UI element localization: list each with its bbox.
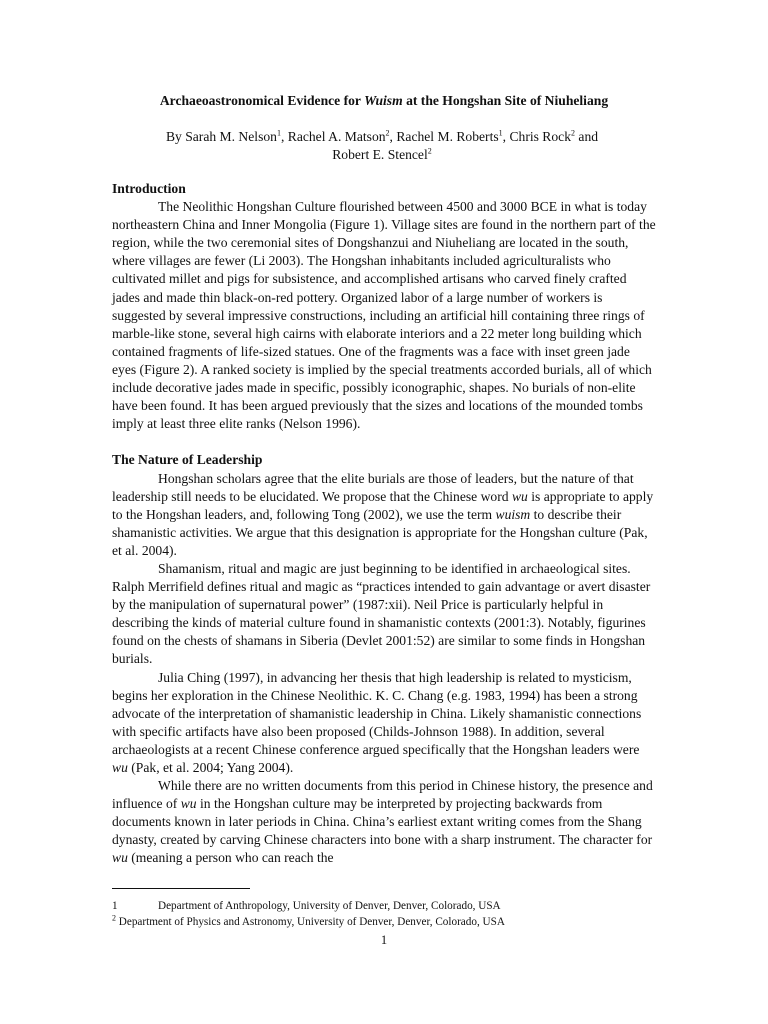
paper-title [0, 92, 768, 110]
body-paragraph: While there are no written documents from this period in Chinese history, the presence and influence of wu in the Hongshan culture may be interpreted by projecting backwards from documents known in later periods in China. China’s earliest extant writing comes from the Shang dynasty, created by carving Chinese characters into bone with a sharp instrument. The character for wu (meaning a person who can reach the [112, 778, 653, 866]
footnote-mark: 1 [112, 900, 118, 912]
section-gap [112, 433, 657, 451]
author-separator: , [389, 129, 397, 144]
author-name: Rachel A. Matson [287, 129, 386, 144]
author-name: Sarah M. Nelson [185, 129, 277, 144]
author-affiliation-mark: 2 [427, 146, 432, 156]
footnote [112, 898, 672, 914]
author-affiliation-mark: 2 [571, 128, 576, 138]
footnotes [112, 898, 672, 930]
author-line [112, 128, 652, 164]
author-name: Robert E. Stencel [332, 147, 428, 162]
body-paragraph: Hongshan scholars agree that the elite burials are those of leaders, but the nature of that leadership still needs to be elucidated. We propose that the Chinese word wu is appropriate to apply to the Hongshan leaders, and, following Tong (2002), we use the term wuism to describe their shamanistic activities. We argue that this designation is appropriate for the Hongshan culture (Pak, et al. 2004). [112, 470, 654, 558]
author-separator: , [280, 129, 288, 144]
title-italic-word: Wuism [364, 93, 403, 108]
author-affiliation-mark: 1 [498, 128, 503, 138]
page-number: 1 [380, 933, 388, 947]
author-separator: and [575, 129, 599, 144]
section-heading-introduction: Introduction [112, 181, 186, 196]
paper-body [112, 180, 657, 868]
section-heading-leadership: The Nature of Leadership [112, 452, 263, 468]
title-suffix: at the Hongshan Site of Niuheliang [402, 93, 609, 108]
author-separator: , [502, 129, 510, 144]
title-prefix: Archaeoastronomical Evidence for [159, 93, 365, 108]
footnote-divider [112, 888, 250, 889]
footnote-text: Department of Anthropology, University of Denver, Denver, Colorado, USA [158, 900, 501, 912]
by-label: By [165, 129, 186, 144]
author-affiliation-mark: 2 [385, 128, 390, 138]
footnote-mark: 2 [112, 913, 116, 923]
footnote-text: Department of Physics and Astronomy, University of Denver, Denver, Colorado, USA [118, 916, 505, 928]
footnote [112, 914, 672, 930]
body-paragraph: Shamanism, ritual and magic are just beginning to be identified in archaeological sites. Ralph Merrifield defines ritual and magic as “practices intended to gain advantage or avert disaster by the manipulation of supernatural power” (1987:xii). Neil Price is particularly helpful in describing the kinds of material culture found in shamanistic contexts (2001:3). Notably, figurines found on the chests of shamans in Siberia (Devlet 2001:52) are similar to some finds in Hongshan burials. [112, 560, 651, 667]
author-affiliation-mark: 1 [276, 128, 281, 138]
body-paragraph: Julia Ching (1997), in advancing her thesis that high leadership is related to mysticism, begins her exploration in the Chinese Neolithic. K. C. Chang (e.g. 1983, 1994) has been a strong advocate of the interpretation of shamanistic leadership in China. Likely shamanistic connections with specific artifacts have also been proposed (Childs-Johnson 1988). In addition, several archaeologists at a recent Chinese conference argued specifically that the Hongshan leaders were wu (Pak, et al. 2004; Yang 2004). [112, 669, 642, 775]
author-name: Chris Rock [509, 129, 572, 144]
author-name: Rachel M. Roberts [396, 129, 499, 144]
body-paragraph: The Neolithic Hongshan Culture flourished between 4500 and 3000 BCE in what is today northeastern China and Inner Mongolia (Figure 1). Village sites are found in the northern part of the region, while the two ceremonial sites of Dongshanzui and Niuheliang are located in the south, where villages are fewer (Li 2003). The Hongshan inhabitants included agriculturalists who cultivated millet and pigs for subsistence, and accomplished artisans who carved finely crafted jades and made thin black-on-red pottery. Organized labor of a large number of workers is suggested by several impressive constructions, including an artificial hill containing three rings of marble-like stone, several high cairns with elaborate interiors and a 22 meter long building which contained fragments of life-sized statues. One of the fragments was a face with inset green jade eyes (Figure 2). A ranked society is implied by the special treatments accorded burials, all of which include decorative jades made in specific, possibly iconographic, shapes. No burials of non-elite have been found. It has been argued previously that the sizes and locations of the mounded tombs imply at least three elite ranks (Nelson 1996). [112, 199, 656, 432]
